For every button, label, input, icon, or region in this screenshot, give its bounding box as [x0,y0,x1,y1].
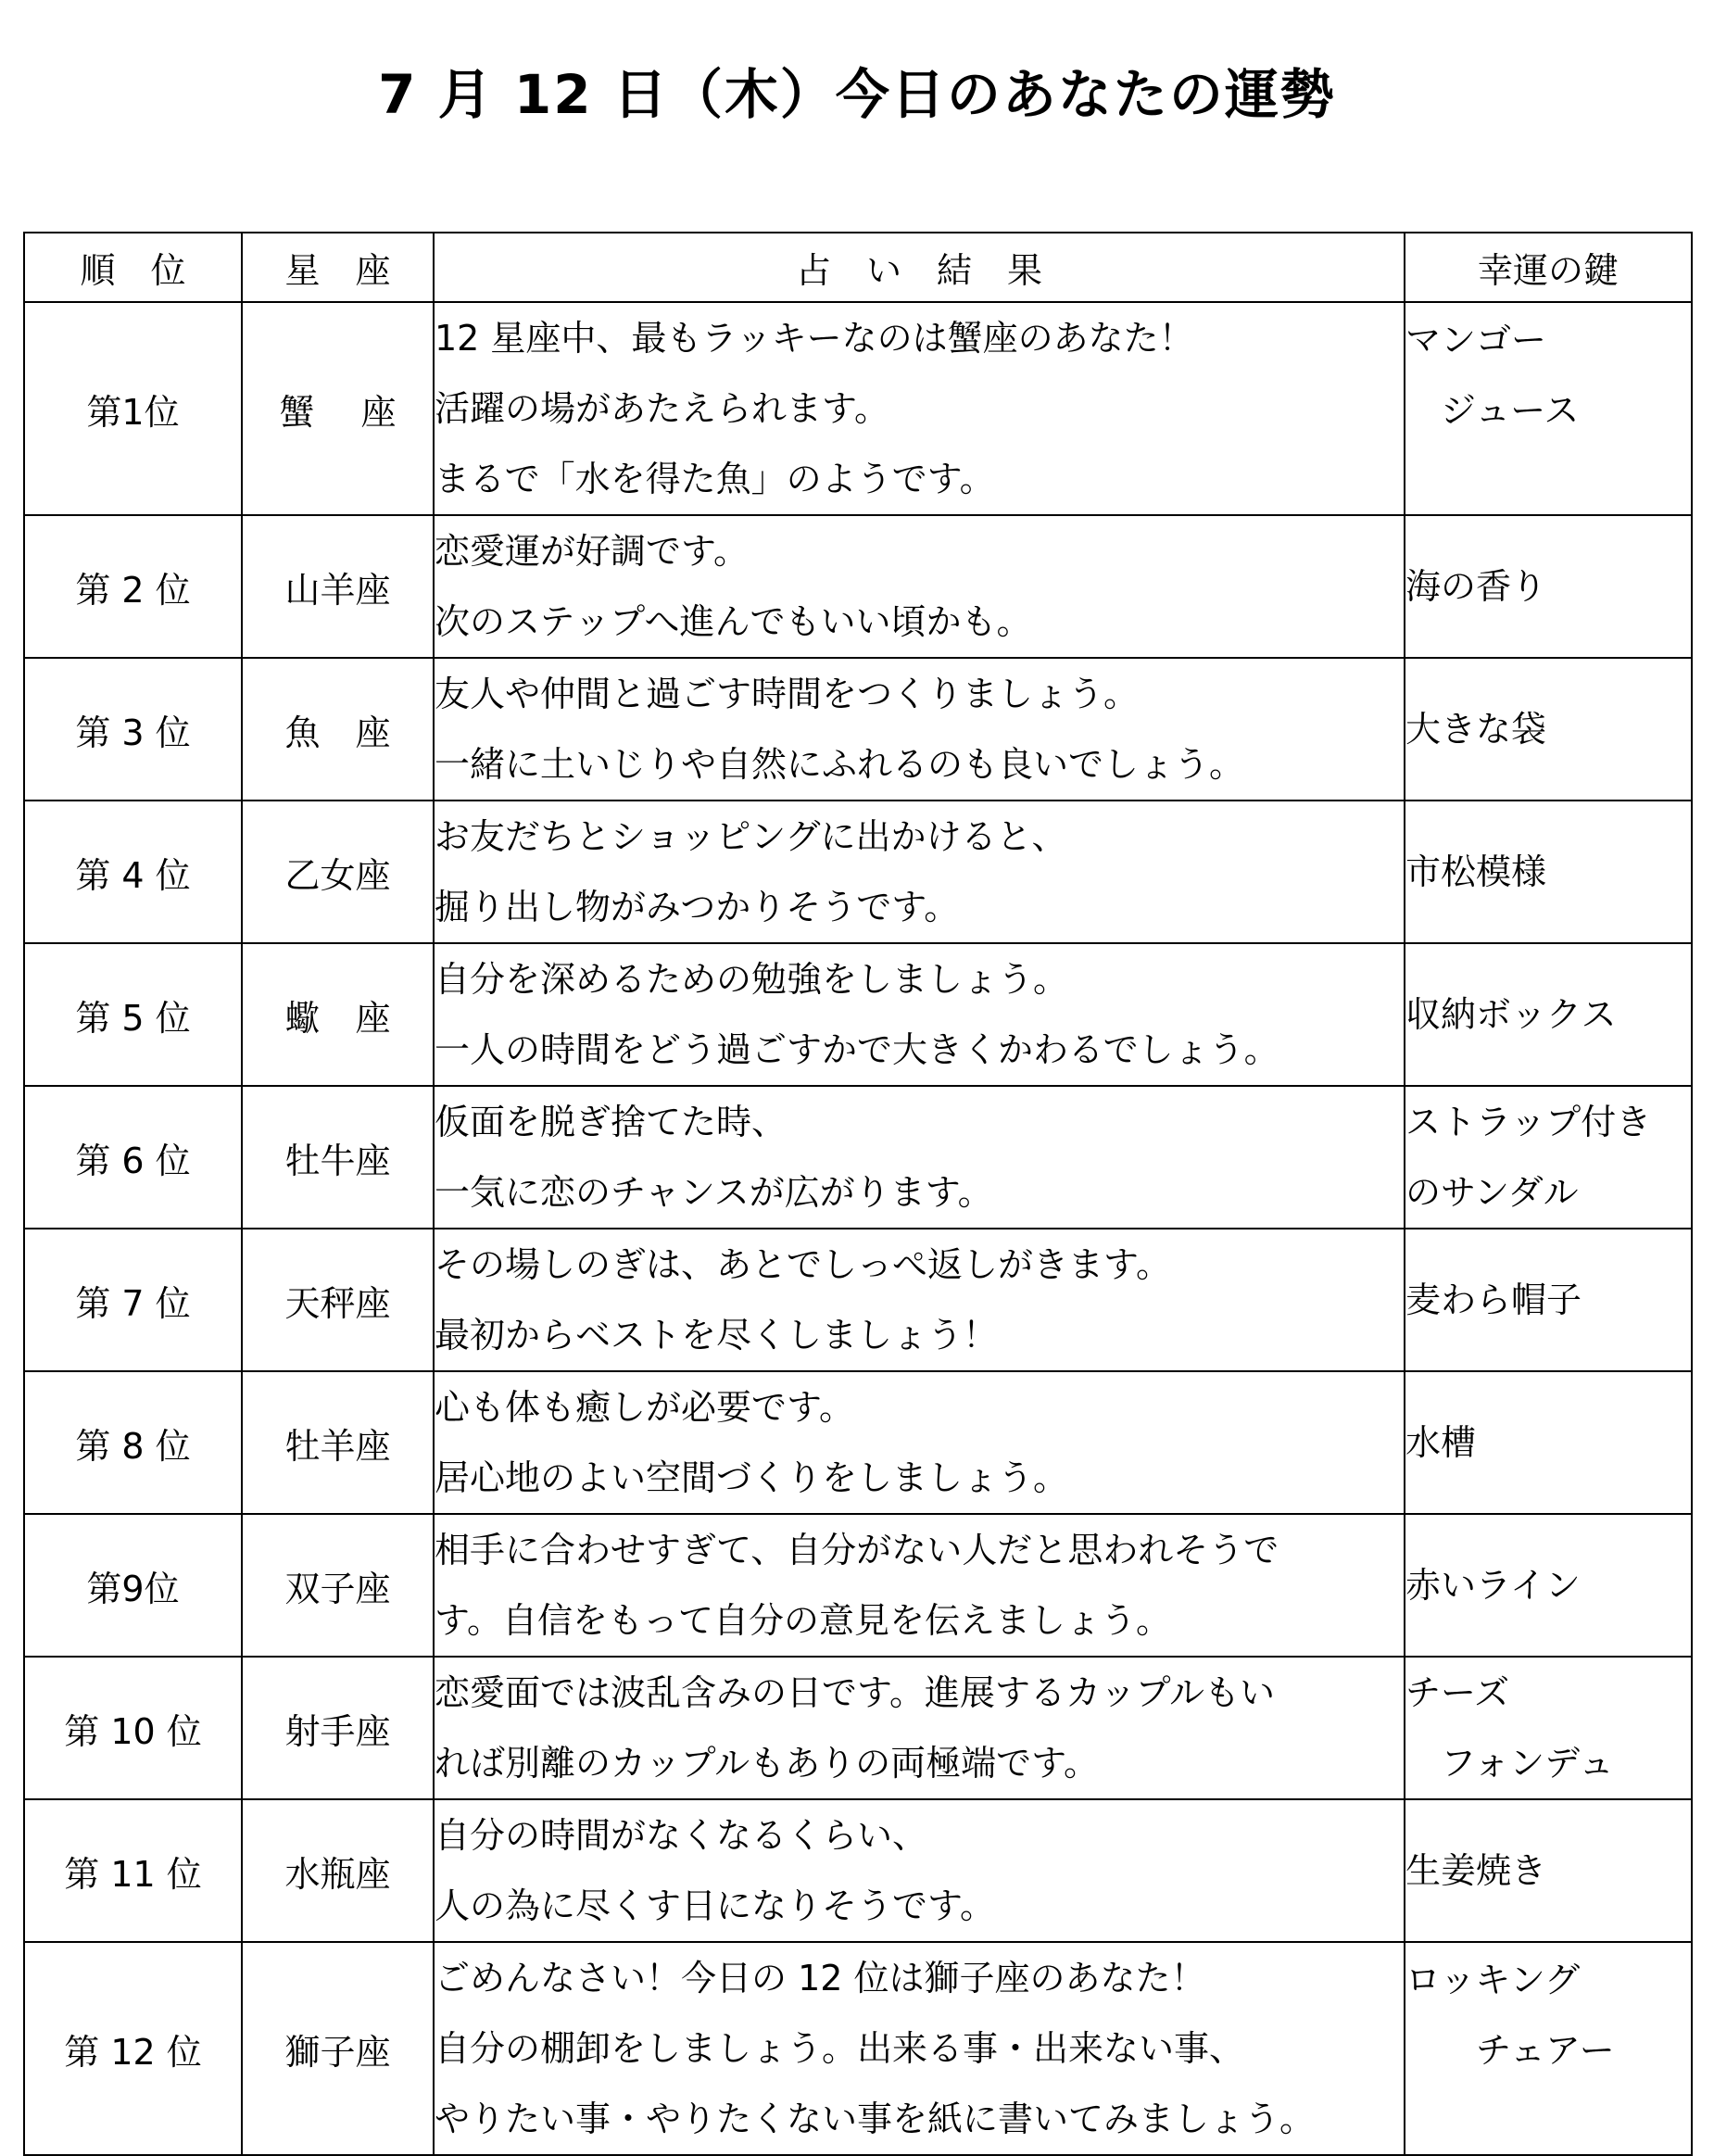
header-rank: 順 位 [24,233,242,302]
result-line: ごめんなさい！今日の 12 位は獅子座のあなた！ [435,1958,1206,1998]
result-line: まるで「水を得た魚」のようです。 [435,459,995,499]
result-line: 活躍の場があたえられます。 [435,388,889,429]
rank-cell: 第 5 位 [24,943,242,1086]
key-line: ストラップ付き [1405,1102,1652,1142]
result-cell [434,1371,1405,1514]
key-line: 大きな袋 [1405,709,1547,750]
header-sign: 星 座 [242,233,434,302]
table-row [24,1942,1692,2155]
result-cell [434,801,1405,943]
result-line: その場しのぎは、あとでしっぺ返しがきます。 [435,1244,1171,1285]
key-cell [1405,658,1692,801]
rank-cell: 第 11 位 [24,1799,242,1942]
result-cell [434,1657,1405,1799]
table-row [24,943,1692,1086]
result-line: 掘り出し物がみつかりそうです。 [435,887,960,927]
result-line: 相手に合わせすぎて、自分がない人だと思われそうで [435,1530,1279,1570]
sign-cell: 水瓶座 [242,1799,434,1942]
table-row [24,1514,1692,1657]
sign-cell: 天秤座 [242,1229,434,1371]
result-cell [434,1514,1405,1657]
sign-cell: 牡牛座 [242,1086,434,1229]
key-line: 海の香り [1405,566,1547,607]
key-line: 収納ボックス [1405,994,1617,1035]
result-line: 恋愛運が好調です。 [435,531,749,572]
rank-cell: 第 3 位 [24,658,242,801]
result-line: 一気に恋のチャンスが広がります。 [435,1172,993,1213]
key-cell [1405,801,1692,943]
key-line: ジュース [1405,390,1580,431]
key-line: フォンデュ [1405,1743,1614,1784]
result-line: れば別離のカップルもありの両極端です。 [435,1743,1100,1784]
key-line: 麦わら帽子 [1405,1280,1582,1320]
sign-cell: 山羊座 [242,515,434,658]
sign-cell: 双子座 [242,1514,434,1657]
rank-cell: 第 7 位 [24,1229,242,1371]
key-line: 赤いライン [1405,1565,1581,1606]
key-line: ロッキング [1405,1960,1581,2000]
result-line: す。自信をもって自分の意見を伝えましょう。 [435,1600,1171,1641]
result-line: 12 星座中、最もラッキーなのは蟹座のあなた！ [435,318,1194,359]
table-row [24,1371,1692,1514]
key-line: チェアー [1405,2030,1615,2071]
key-cell [1405,943,1692,1086]
table-row [24,801,1692,943]
key-line: 水槽 [1405,1422,1477,1463]
result-line: 自分を深めるための勉強をしましょう。 [435,959,1069,1000]
header-key: 幸運の鍵 [1405,233,1692,302]
result-line: 人の為に尽くす日になりそうです。 [435,1885,995,1926]
result-line: やりたい事・やりたくない事を紙に書いてみましょう。 [435,2099,1316,2139]
rank-cell: 第9位 [24,1514,242,1657]
rank-cell: 第 8 位 [24,1371,242,1514]
result-line: 仮面を脱ぎ捨てた時、 [435,1102,788,1142]
key-line: チーズ [1405,1672,1510,1713]
key-line: のサンダル [1405,1172,1579,1213]
key-cell [1405,302,1692,515]
result-line: 自分の時間がなくなるくらい、 [435,1815,928,1856]
result-line: 居心地のよい空間づくりをしましょう。 [435,1457,1069,1498]
key-line: マンゴー [1405,320,1547,360]
result-line: 自分の棚卸をしましょう。出来る事・出来ない事、 [435,2028,1245,2069]
key-cell [1405,1942,1692,2155]
table-row [24,1229,1692,1371]
key-cell [1405,1514,1692,1657]
result-cell [434,943,1405,1086]
rank-cell: 第 10 位 [24,1657,242,1799]
result-cell [434,658,1405,801]
result-line: 次のステップへ進んでもいい頃かも。 [435,601,1032,642]
result-line: 恋愛面では波乱含みの日です。進展するカップルもい [435,1672,1276,1713]
key-cell [1405,1086,1692,1229]
result-cell [434,1229,1405,1371]
table-row [24,302,1692,515]
result-cell [434,1942,1405,2155]
key-line: 市松模様 [1405,851,1547,892]
sign-cell: 乙女座 [242,801,434,943]
key-cell [1405,515,1692,658]
rank-cell: 第1位 [24,302,242,515]
header-result: 占 い 結 果 [434,233,1405,302]
result-line: 最初からベストを尽くしましょう！ [435,1315,999,1355]
table-row [24,658,1692,801]
key-cell [1405,1799,1692,1942]
sign-cell: 射手座 [242,1657,434,1799]
result-cell [434,515,1405,658]
result-line: お友だちとショッピングに出かけると、 [435,816,1067,857]
page-title: 7 月 12 日（木）今日のあなたの運勢 [378,63,1336,126]
rank-cell: 第 4 位 [24,801,242,943]
sign-cell: 獅子座 [242,1942,434,2155]
sign-cell: 魚 座 [242,658,434,801]
rank-cell: 第 6 位 [24,1086,242,1229]
result-cell [434,302,1405,515]
key-line: 生姜焼き [1405,1850,1547,1891]
table-row [24,1799,1692,1942]
result-cell [434,1799,1405,1942]
rank-cell: 第 12 位 [24,1942,242,2155]
sign-cell: 蟹 座 [242,302,434,515]
table-row [24,1657,1692,1799]
result-line: 友人や仲間と過ごす時間をつくりましょう。 [435,674,1140,714]
sign-cell: 蠍 座 [242,943,434,1086]
key-cell [1405,1229,1692,1371]
result-cell [434,1086,1405,1229]
result-line: 一人の時間をどう過ごすかで大きくかわるでしょう。 [435,1029,1279,1070]
result-line: 一緒に土いじりや自然にふれるのも良いでしょう。 [435,744,1245,785]
table-header-row [24,233,1692,302]
rank-cell: 第 2 位 [24,515,242,658]
key-cell [1405,1371,1692,1514]
table-row [24,1086,1692,1229]
fortune-table [23,232,1693,2156]
key-cell [1405,1657,1692,1799]
sign-cell: 牡羊座 [242,1371,434,1514]
result-line: 心も体も癒しが必要です。 [435,1387,854,1428]
table-row [24,515,1692,658]
